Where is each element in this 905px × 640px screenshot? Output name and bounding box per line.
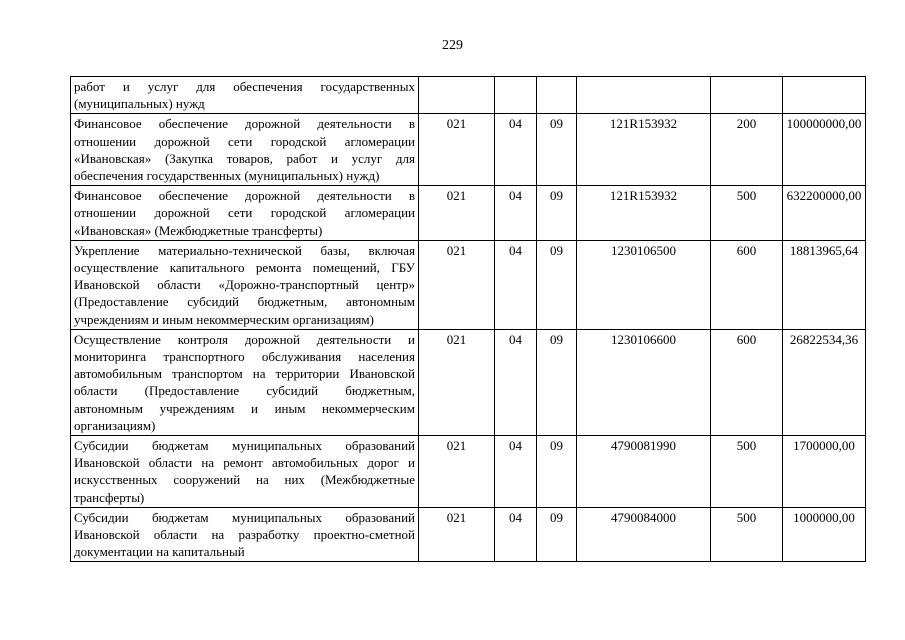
- expense-type-cell: 500: [711, 507, 783, 562]
- ministry-code-cell: [419, 77, 495, 114]
- table-row: [71, 329, 866, 435]
- ministry-code-cell: 021: [419, 186, 495, 241]
- amount-cell: 632200000,00: [783, 186, 866, 241]
- subsection-cell: 09: [537, 240, 577, 329]
- description-cell: Финансовое обеспечение дорожной деятельности в отношении дорожной сети городской агломерации «Ивановская» (Закупка товаров, работ и услуг для обеспечения государственных (муниципальных) нужд): [71, 114, 419, 186]
- description-cell: Укрепление материально-технической базы, включая осуществление капитального ремонта помещений, ГБУ Ивановской области «Дорожно-транспортный центр» (Предоставление субсидий бюджетным, автономным учреждениям и иным некоммерческим организациям): [71, 240, 419, 329]
- target-article-cell: 1230106500: [577, 240, 711, 329]
- target-article-cell: [577, 77, 711, 114]
- subsection-cell: 09: [537, 329, 577, 435]
- expense-type-cell: 500: [711, 436, 783, 508]
- expense-type-cell: 600: [711, 240, 783, 329]
- expense-type-cell: [711, 77, 783, 114]
- description-cell: Субсидии бюджетам муниципальных образований Ивановской области на разработку проектно-сметной документации на капитальный: [71, 507, 419, 562]
- amount-cell: 1000000,00: [783, 507, 866, 562]
- target-article-cell: 121R153932: [577, 186, 711, 241]
- subsection-cell: 09: [537, 507, 577, 562]
- ministry-code-cell: 021: [419, 507, 495, 562]
- amount-cell: 18813965,64: [783, 240, 866, 329]
- amount-cell: 26822534,36: [783, 329, 866, 435]
- ministry-code-cell: 021: [419, 240, 495, 329]
- section-cell: 04: [495, 329, 537, 435]
- ministry-code-cell: 021: [419, 114, 495, 186]
- table-row: [71, 77, 866, 114]
- budget-table: [70, 76, 866, 562]
- table-row: [71, 186, 866, 241]
- expense-type-cell: 200: [711, 114, 783, 186]
- description-cell: Финансовое обеспечение дорожной деятельности в отношении дорожной сети городской агломерации «Ивановская» (Межбюджетные трансферты): [71, 186, 419, 241]
- table-row: [71, 507, 866, 562]
- section-cell: 04: [495, 507, 537, 562]
- subsection-cell: 09: [537, 114, 577, 186]
- target-article-cell: 1230106600: [577, 329, 711, 435]
- section-cell: 04: [495, 114, 537, 186]
- amount-cell: 1700000,00: [783, 436, 866, 508]
- target-article-cell: 121R153932: [577, 114, 711, 186]
- description-cell: работ и услуг для обеспечения государственных (муниципальных) нужд: [71, 77, 419, 114]
- section-cell: [495, 77, 537, 114]
- expense-type-cell: 600: [711, 329, 783, 435]
- expense-type-cell: 500: [711, 186, 783, 241]
- table-row: [71, 114, 866, 186]
- amount-cell: [783, 77, 866, 114]
- ministry-code-cell: 021: [419, 329, 495, 435]
- target-article-cell: 4790084000: [577, 507, 711, 562]
- section-cell: 04: [495, 436, 537, 508]
- description-cell: Осуществление контроля дорожной деятельности и мониторинга транспортного обслуживания населения автомобильным транспортом на территории Ивановской области (Предоставление субсидий бюджетным, автономным учреждениям и иным некоммерческим организациям): [71, 329, 419, 435]
- subsection-cell: 09: [537, 436, 577, 508]
- section-cell: 04: [495, 186, 537, 241]
- section-cell: 04: [495, 240, 537, 329]
- page-number: 229: [442, 38, 463, 53]
- amount-cell: 100000000,00: [783, 114, 866, 186]
- description-cell: Субсидии бюджетам муниципальных образований Ивановской области на ремонт автомобильных дорог и искусственных сооружений на них (Межбюджетные трансферты): [71, 436, 419, 508]
- subsection-cell: 09: [537, 186, 577, 241]
- table-row: [71, 240, 866, 329]
- target-article-cell: 4790081990: [577, 436, 711, 508]
- subsection-cell: [537, 77, 577, 114]
- table-row: [71, 436, 866, 508]
- ministry-code-cell: 021: [419, 436, 495, 508]
